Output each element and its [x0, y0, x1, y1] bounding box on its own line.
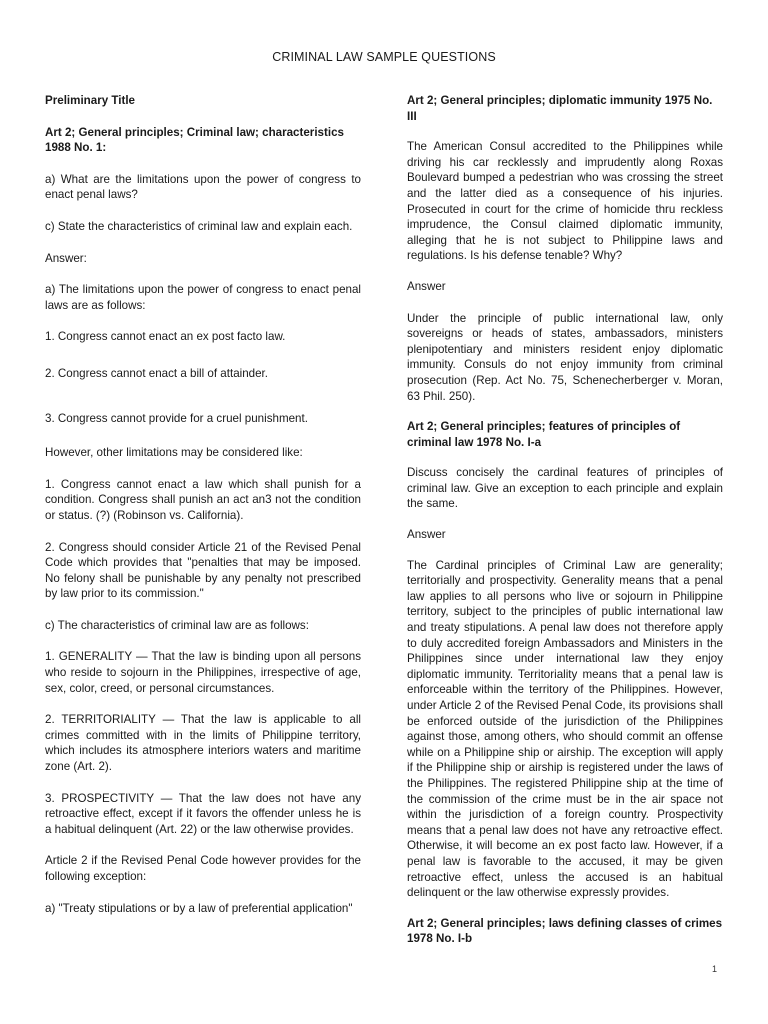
answer-paragraph: a) The limitations upon the power of congress to enact penal laws are as follows: — [45, 283, 361, 312]
answer-label: Answer — [407, 279, 446, 293]
answer-paragraph: Article 2 if the Revised Penal Code however provides for the following exception: — [45, 854, 361, 883]
answer-label: Answer: — [45, 251, 87, 265]
question-heading: Art 2; General principles; features of principles of criminal law 1978 No. I-a — [407, 420, 681, 449]
question-text: The American Consul accredited to the Philippines while driving his car recklessly and imprudently along Roxas Boulevard bumped a pedestrian who was crossing the street and the latter died as a consequence of his injuries. Prosecuted in court for the crime of homicide thru reckless imprudence, the Consul claimed diplomatic immunity, alleging that he is not subject to Philippine laws and regulations. Is his defense tenable? Why? — [407, 140, 723, 263]
list-item: 2. Congress should consider Article 21 of the Revised Penal Code which provides that "penalties that may be imposed. No felony shall be punishable by any penalty not prescribed by law prior to its commission." — [45, 540, 361, 601]
question-heading: Art 2; General principles; laws defining classes of crimes 1978 No. I-b — [407, 916, 723, 946]
question-heading: Art 2; General principles; Criminal law; characteristics 1988 No. 1: — [45, 125, 344, 155]
right-column — [407, 93, 723, 962]
question-text: a) What are the limitations upon the power of congress to enact penal laws? — [45, 172, 361, 202]
answer-label: Answer — [407, 528, 446, 542]
section-heading: Preliminary Title — [45, 94, 135, 107]
list-item: 2. TERRITORIALITY — That the law is applicable to all crimes committed with in the limits of Philippine territory, which includes its atmosphere interiors waters and maritime zone (Art. 2). — [45, 713, 361, 774]
answer-paragraph: Under the principle of public international law, only sovereigns or heads of states, ambassadors, ministers plenipotentiary and ministers resident enjoy diplomatic immunity. Consuls do not enjoy immunity from criminal prosecution (Rep. Act No. 75, Schenecherberger v. Moran, 63 Phil. 250). — [407, 311, 723, 403]
list-item: 1. Congress cannot enact an ex post facto law. — [45, 330, 286, 344]
page-number: 1 — [712, 964, 718, 974]
list-item: 2. Congress cannot enact a bill of attainder. — [45, 366, 268, 380]
left-column — [45, 93, 361, 931]
answer-paragraph: However, other limitations may be considered like: — [45, 446, 303, 460]
list-item: 1. GENERALITY — That the law is binding upon all persons who reside to sojourn in the Philippines, irrespective of age, sex, color, creed, or personal circumstances. — [45, 650, 361, 695]
answer-paragraph: c) The characteristics of criminal law are as follows: — [45, 618, 309, 632]
question-text: Discuss concisely the cardinal features of principles of criminal law. Give an exception to each principle and explain the same. — [407, 466, 723, 511]
list-item: 3. PROSPECTIVITY — That the law does not have any retroactive effect, except if it favors the offender unless he is a habitual delinquent (Art. 22) or the law otherwise provides. — [45, 791, 361, 836]
page-title: CRIMINAL LAW SAMPLE QUESTIONS — [272, 50, 496, 64]
question-text: c) State the characteristics of criminal law and explain each. — [45, 219, 353, 233]
list-item: 3. Congress cannot provide for a cruel punishment. — [45, 411, 308, 425]
question-heading: Art 2; General principles; diplomatic immunity 1975 No. III — [407, 94, 713, 123]
list-item: a) "Treaty stipulations or by a law of preferential application" — [45, 901, 353, 915]
list-item: 1. Congress cannot enact a law which shall punish for a condition. Congress shall punish an act an3 not the condition or status. (?) (Robinson vs. California). — [45, 477, 361, 522]
answer-paragraph: The Cardinal principles of Criminal Law are generality; territorially and prospectivity. Generality means that a penal law applies to all persons who live or sojourn in Philippine territory, subject to the principles of public international law and treaty stipulations. A penal law does not therefore apply to duly accredited foreign Ambassadors and Ministers in the Philippines since under international law they enjoy diplomatic immunity. Territoriality means that a penal law is enforceable within the territory of the Philippines. However, under Article 2 of the Revised Penal Code, its provisions shall be enforced outside of the jurisdiction of the Philippines against those, among others, who should commit an offense while on a Philippine ship or airship. The exception will apply if the Philippine ship or airship is registered under the laws of the Philippines. The registered Philippine ship at the time of the commission of the crime must be in the air space not within the jurisdiction of a foreign country. Prospectivity means that a penal law does not have any retroactive effect. Otherwise, it will become an ex post facto law. However, if a penal law is favorable to the accused, it may be given retroactive effect, unless the accused is an habitual delinquent or the law otherwise expressly provides. — [407, 558, 723, 900]
